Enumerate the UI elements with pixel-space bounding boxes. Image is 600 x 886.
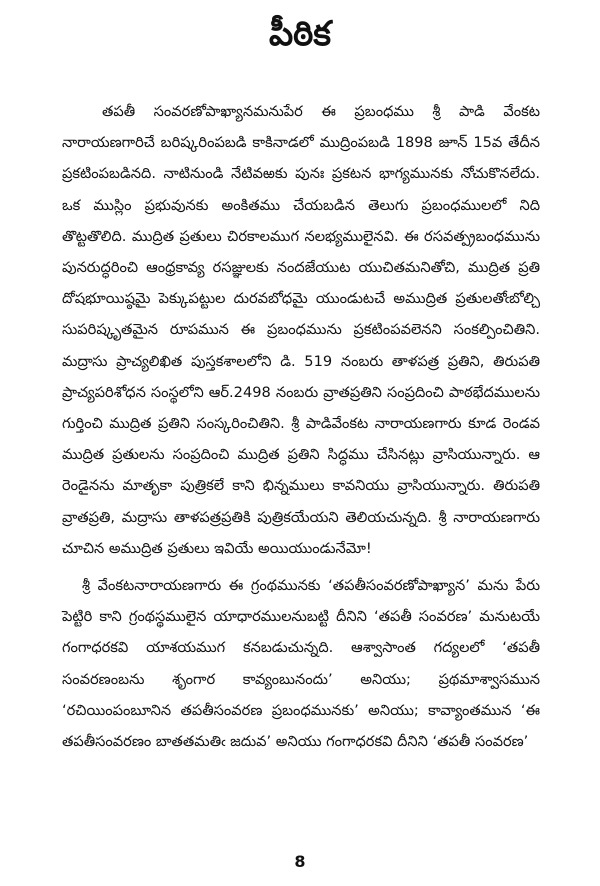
body-text	[62, 96, 540, 757]
page-number: 8	[294, 852, 306, 871]
page-title: పీఠిక	[268, 14, 332, 54]
paragraph-1: తపతీ సంవరణోపాఖ్యానమనుపేర ఈ ప్రబంధము శ్రీ పాడి వేంకట నారాయణగారిచే బరిష్కరింపబడి కాకినాడలో ముద్రింపబడి 1898 జూన్ 15వ తేదీన ప్రకటింపబడినది. నాటినుండి నేటివఱకు పునః ప్రకటన భాగ్యమునకు నోచుకొనలేదు. ఒక ముస్లిం ప్రభువునకు అంకితము చేయబడిన తెలుగు ప్రబంధములలో నిది తొట్టతొలిది. ముద్రిత ప్రతులు చిరకాలముగ నలభ్యములైనవి. ఈ రసవత్ప్రబంధమును పునరుద్ధరించి ఆంధ్రకావ్య రసజ్ఞులకు నందజేయుట యుచితమనితోచి, ముద్రిత ప్రతి దోషభూయిష్ఠమై పెక్కుపట్టుల దురవబోధమై యుండుటచే అముద్రిత ప్రతులతోఁబోల్చి సుపరిష్కృతమైన రూపమున ఈ ప్రబంధమును ప్రకటింపవలెనని సంకల్పించితిని. మద్రాసు ప్రాచ్యలిఖిత పుస్తకశాలలోని డి. 519 నంబరు తాళపత్ర ప్రతిని, తిరుపతి ప్రాచ్యపరిశోధన సంస్థలోని ఆర్.2498 నంబరు వ్రాతప్రతిని సంప్రదించి పాఠభేదములను గుర్తించి ముద్రిత ప్రతిని సంస్కరించితిని. శ్రీ పాడివేంకట నారాయణగారు కూడ రెండవ ముద్రిత ప్రతులను సంప్రదించి ముద్రిత ప్రతిని సిద్ధము చేసినట్లు వ్రాసియున్నారు. ఆ రెండైనను మాతృకా పుత్రికలే కాని భిన్నములు కావనియు వ్రాసియున్నారు. తిరుపతి వ్రాతప్రతి, మద్రాసు తాళపత్రప్రతికి పుత్రికయేయని తెలియచున్నది. శ్రీ నారాయణగారు చూచిన అముద్రిత ప్రతులు ఇవియే అయియుండునేమో!	[62, 103, 540, 557]
paragraph-2: శ్రీ వేంకటనారాయణగారు ఈ గ్రంథమునకు ‘తపతీసంవరణోపాఖ్యాన’ మను పేరు పెట్టిరి కాని గ్రంథస్థములైన యాధారములనుబట్టి దీనిని ‘తపతీ సంవరణ’ మనుటయే గంగాధరకవి యాశయముగ కనబడుచున్నది. ఆశ్వాసాంత గద్యలలో ‘తపతీ సంవరణంబను శృంగార కావ్యంబునందు’ అనియు; ప్రథమాశ్వాసమున ‘రచియింపంబూనిన తపతీసంవరణ ప్రబంధమునకు’ అనియు; కావ్యాంతమున ‘ఈ తపతీసంవరణం బాతతమతిఁ జదువ’ అనియు గంగాధరకవి దీనిని ‘తపతీ సంవరణ’	[62, 577, 540, 751]
